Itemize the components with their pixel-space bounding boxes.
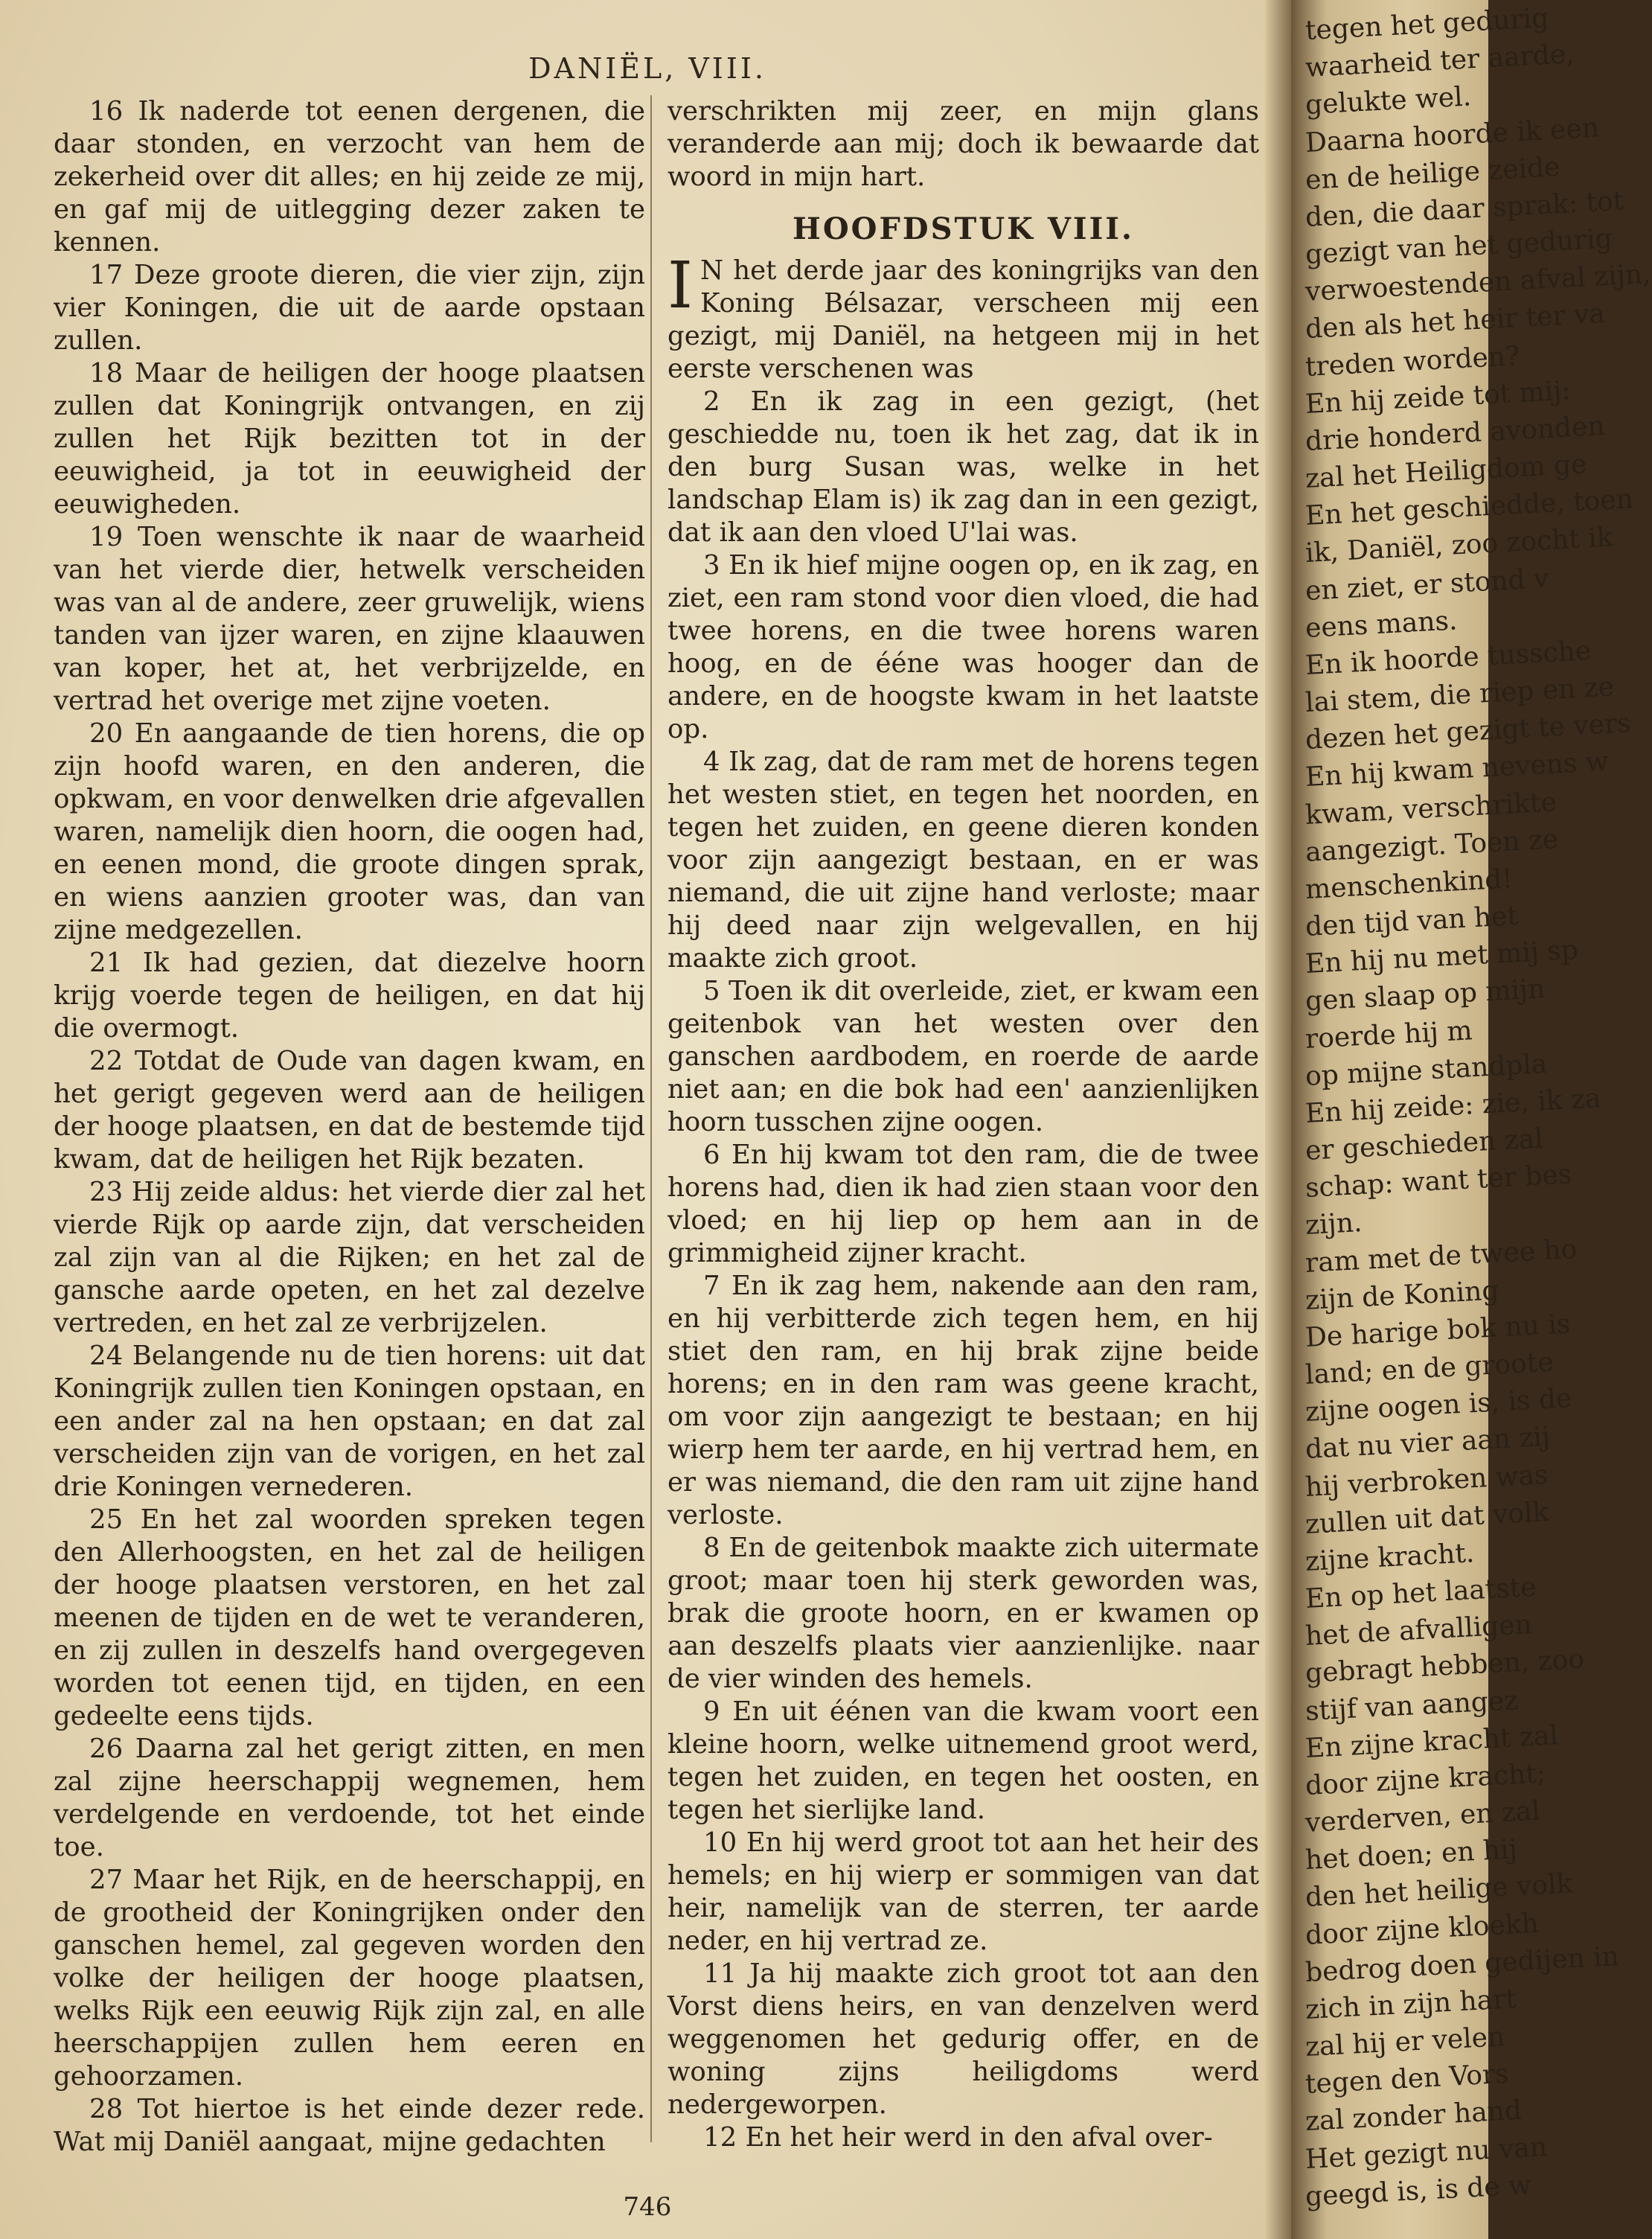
facing-page-line: lai stem, die riep en ze [1304, 671, 1615, 718]
facing-page-line: verderven, en zal [1304, 1795, 1541, 1839]
verse-17: 17 Deze groote dieren, die vier zijn, zijn vier Koningen, die uit de aarde opstaan zullen. [54, 260, 645, 356]
facing-page-line: den het heilige volk [1304, 1868, 1574, 1914]
facing-page-line: zijn. [1304, 1207, 1363, 1242]
right-column [667, 95, 1259, 2154]
facing-page-line: dat nu vier aan zij [1304, 1422, 1551, 1466]
page-number: 746 [623, 2192, 672, 2222]
facing-page-line: En op het laatste [1304, 1571, 1537, 1615]
facing-page-line: En hij nu met mij sp [1304, 935, 1579, 980]
facing-page-line: De harige bok nu is [1304, 1309, 1572, 1353]
facing-page-line: En hij kwam nevens w [1304, 747, 1610, 793]
facing-page-line: het doen; en hij [1304, 1834, 1518, 1877]
facing-page-line: gezigt van het gedurig [1304, 223, 1613, 270]
verse-16: 16 Ik naderde tot eenen dergenen, die daar stonden, en verzocht van hem de zekerheid over dit alles; en hij zeide ze mij, en gaf mij de uitlegging dezer zaken te kennen. [54, 96, 645, 258]
facing-page-line: den tijd van het [1304, 901, 1519, 943]
facing-page-line: het de afvalligen [1304, 1609, 1533, 1652]
page-header: DANIËL, VIII. [528, 52, 766, 85]
facing-page-line: gelukte wel. [1304, 81, 1473, 121]
facing-page-line: eens mans. [1304, 605, 1459, 644]
facing-page-line: zijn de Koning [1304, 1275, 1500, 1316]
facing-page-line: op mijne standpla [1304, 1048, 1549, 1092]
facing-page-line: den, die daar sprak: tot [1304, 185, 1625, 233]
facing-page-line: kwam, verschrikte [1304, 786, 1557, 831]
facing-page-line: zijne kracht. [1304, 1538, 1476, 1577]
facing-page-line: En het geschiedde, toen [1304, 484, 1634, 532]
facing-page-line: door zijne kloekh [1304, 1908, 1540, 1951]
column-divider [650, 95, 652, 2142]
verse-1 [667, 249, 1259, 386]
facing-page-line: menschenkind! [1304, 863, 1514, 905]
facing-page-line: bedrog doen gedijen in [1304, 1941, 1620, 1988]
facing-page-line: hij verbroken was [1304, 1459, 1549, 1503]
verse-20: 20 En aangaande de tien horens, die op zijn hoofd waren, en den anderen, die opkwam, en voor denwelken drie afgevallen waren, namelijk dien hoorn, die oogen had, en eenen mond, die groote dingen sprak, en wiens aanzien grooter was, dan van zijne medgezellen. [54, 718, 645, 945]
facing-page-line: dezen het gezigt te vers [1304, 708, 1632, 756]
chapter-title: HOOFDSTUK VIII. [793, 211, 1134, 246]
facing-page-line: verwoestenden afval zijn, [1304, 258, 1652, 308]
facing-page-line: er geschieden zal [1304, 1123, 1544, 1167]
verse-28: 28 Tot hiertoe is het einde dezer rede. Wat mij Daniël aangaat, mijne gedachten [54, 2094, 645, 2157]
verse-3: 3 En ik hief mijne oogen op, en ik zag, en ziet, een ram stond voor dien vloed, die had twee horens, en die twee horens waren hoog, en de ééne was hooger dan de andere, en de hoogste kwam in het laatste op. [667, 550, 1259, 744]
facing-page-line: waarheid ter aarde, [1304, 39, 1575, 84]
facing-page-line: en de heilige zeide [1304, 151, 1561, 196]
verse-10: 10 En hij werd groot tot aan het heir des hemels; en hij wierp er sommigen van dat heir, namelijk van de sterren, ter aarde neder, en hij vertrad ze. [667, 1827, 1259, 1956]
facing-page-line: zal hij er velen [1304, 2022, 1506, 2063]
left-column [54, 95, 645, 2159]
verse-11: 11 Ja hij maakte zich groot tot aan den Vorst diens heirs, en van denzelven werd weggenomen het gedurig offer, en de woning zijns heiligdoms werd nedergeworpen. [667, 1958, 1259, 2120]
verse-1-text: N het derde jaar des koningrijks van den Koning Bélsazar, verscheen mij een gezigt, mij Daniël, na hetgeen mij in het eerste verschenen was [667, 255, 1259, 384]
verse-21: 21 Ik had gezien, dat diezelve hoorn krijg voerde tegen de heiligen, en dat hij die overmogt. [54, 948, 645, 1044]
facing-page-line: ram met de twee ho [1304, 1233, 1578, 1279]
verse-2: 2 En ik zag in een gezigt, (het geschiedde nu, toen ik het zag, dat ik in den burg Susan was, welke in het landschap Elam is) ik zag dan in een gezigt, dat ik aan den vloed U'lai was. [667, 386, 1259, 548]
facing-page-line: gen slaap op mijn [1304, 974, 1546, 1018]
facing-page-line: En hij zeide: zie, ik za [1304, 1083, 1602, 1129]
facing-page-line: den als het heir ter va [1304, 298, 1606, 345]
facing-page-line: En zijne kracht zal [1304, 1719, 1559, 1764]
facing-page [1291, 0, 1652, 2239]
verse-8: 8 En de geitenbok maakte zich uitermate groot; maar toen hij sterk geworden was, brak die groote hoorn, en er kwamen op aan deszelfs plaats vier aanzienlijke. naar de vier winden des hemels. [667, 1533, 1259, 1694]
facing-page-line: roerde hij m [1304, 1015, 1473, 1055]
facing-page-line: tegen den Vors [1304, 2058, 1510, 2101]
facing-page-line: Het gezigt nu van [1304, 2131, 1548, 2175]
facing-page-line: schap: want ter bes [1304, 1159, 1573, 1204]
facing-page-line: door zijne kracht; [1304, 1758, 1546, 1801]
facing-page-line: en ziet, er stond v [1304, 563, 1550, 607]
verse-18: 18 Maar de heiligen der hooge plaatsen zullen dat Koningrijk ontvangen, en zij zullen het Rijk bezitten tot in der eeuwigheid, ja tot in eeuwigheid der eeuwigheden. [54, 358, 645, 520]
facing-page-line: zal het Heiligdom ge [1304, 449, 1588, 494]
facing-page-line: geegd is, is de w [1304, 2169, 1532, 2212]
facing-page-line: ik, Daniël, zoo zocht ik [1304, 522, 1614, 569]
verse-22: 22 Totdat de Oude van dagen kwam, en het gerigt gegeven werd aan de heiligen der hooge plaatsen, en dat de bestemde tijd kwam, dat de heiligen het Rijk bezaten. [54, 1046, 645, 1175]
verse-26: 26 Daarna zal het gerigt zitten, en men zal zijne heerschappij wegnemen, hem verdelgende en verdoende, tot het einde toe. [54, 1734, 645, 1862]
verse-19: 19 Toen wenschte ik naar de waarheid van het vierde dier, hetwelk verscheiden was van al de andere, zeer gruwelijk, wiens tanden van ijzer waren, en zijne klaauwen van koper, het at, het verbrijzelde, en vertrad het overige met zijne voeten. [54, 522, 645, 716]
verse-6: 6 En hij kwam tot den ram, die de twee horens had, dien ik had zien staan voor den vloed; en hij liep op hem aan in de grimmigheid zijner kracht. [667, 1140, 1259, 1268]
facing-page-line: treden worden? [1304, 340, 1521, 383]
facing-page-line: Daarna hoorde ik een [1304, 112, 1600, 159]
facing-page-line: En hij zeide tot mij: [1304, 375, 1572, 420]
facing-page-line: gebragt hebben, zoo [1304, 1644, 1585, 1690]
facing-page-line: En ik hoorde tussche [1304, 635, 1592, 681]
verse-12: 12 En het heir werd in den afval over- [703, 2122, 1213, 2153]
verse-5: 5 Toen ik dit overleide, ziet, er kwam een geitenbok van het westen over den ganschen aardbodem, en roerde de aarde niet aan; en die bok had een' aanzienlijken hoorn tusschen zijne oogen. [667, 976, 1259, 1137]
verse-7: 7 En ik zag hem, nakende aan den ram, en hij verbitterde zich tegen hem, en hij stiet den ram, en hij brak zijne beide horens; en in den ram was geene kracht, om voor zijn aangezigt te bestaan; en hij wierp hem ter aarde, en hij vertrad hem, en er was niemand, die den ram uit zijne hand verloste. [667, 1271, 1259, 1530]
verse-27: 27 Maar het Rijk, en de heerschappij, en de grootheid der Koningrijken onder den ganschen hemel, zal gegeven worden den volke der heiligen der hooge plaatsen, welks Rijk een eeuwig Rijk zijn zal, en alle heerschappijen zullen hem eeren en gehoorzamen. [54, 1865, 645, 2092]
verse-28-continuation: verschrikten mij zeer, en mijn glans veranderde aan mij; doch ik bewaarde dat woord in mijn hart. [667, 96, 1259, 192]
verse-24: 24 Belangende nu de tien horens: uit dat Koningrijk zullen tien Koningen opstaan, en een ander zal na hen opstaan; en dat zal verscheiden zijn van de vorigen, en het zal drie Koningen vernederen. [54, 1341, 645, 1502]
facing-page-line: land; en de groote [1304, 1347, 1555, 1391]
facing-page-line: zich in zijn hart [1304, 1984, 1517, 2025]
facing-page-line: tegen het gedurig [1304, 2, 1550, 46]
facing-page-line: aangezigt. Toen ze [1304, 823, 1560, 868]
drop-cap: I [667, 249, 693, 323]
facing-page-line: zal zonder hand [1304, 2095, 1523, 2138]
facing-page-line: zullen uit dat volk [1304, 1496, 1550, 1540]
verse-23: 23 Hij zeide aldus: het vierde dier zal het vierde Rijk op aarde zijn, dat verscheiden zal zijn van al die Rijken; en het zal de gansche aarde opeten, en het zal dezelve vertreden, en het zal ze verbrijzelen. [54, 1177, 645, 1338]
verse-4: 4 Ik zag, dat de ram met de horens tegen het westen stiet, en tegen het noorden, en tegen het zuiden, en geene dieren konden voor zijn aangezigt bestaan, en er was niemand, die uit zijne hand verloste; maar hij deed naar zijn welgevallen, en hij maakte zich groot. [667, 747, 1259, 974]
facing-page-line: drie honderd avonden [1304, 410, 1606, 457]
verse-9: 9 En uit éénen van die kwam voort een kleine hoorn, welke uitnemend groot werd, tegen het zuiden, en tegen het oosten, en tegen het sierlijke land. [667, 1696, 1259, 1825]
verse-25: 25 En het zal woorden spreken tegen den Allerhoogsten, en het zal de heiligen der hooge plaatsen verstoren, en het zal meenen de tijden en de wet te veranderen, en zij zullen in deszelfs hand overgegeven worden tot eenen tijd, en tijden, en een gedeelte eens tijds. [54, 1504, 645, 1731]
facing-page-line: zijne oogen is, is de [1304, 1383, 1573, 1428]
facing-page-line: stijf van aangez [1304, 1684, 1520, 1727]
